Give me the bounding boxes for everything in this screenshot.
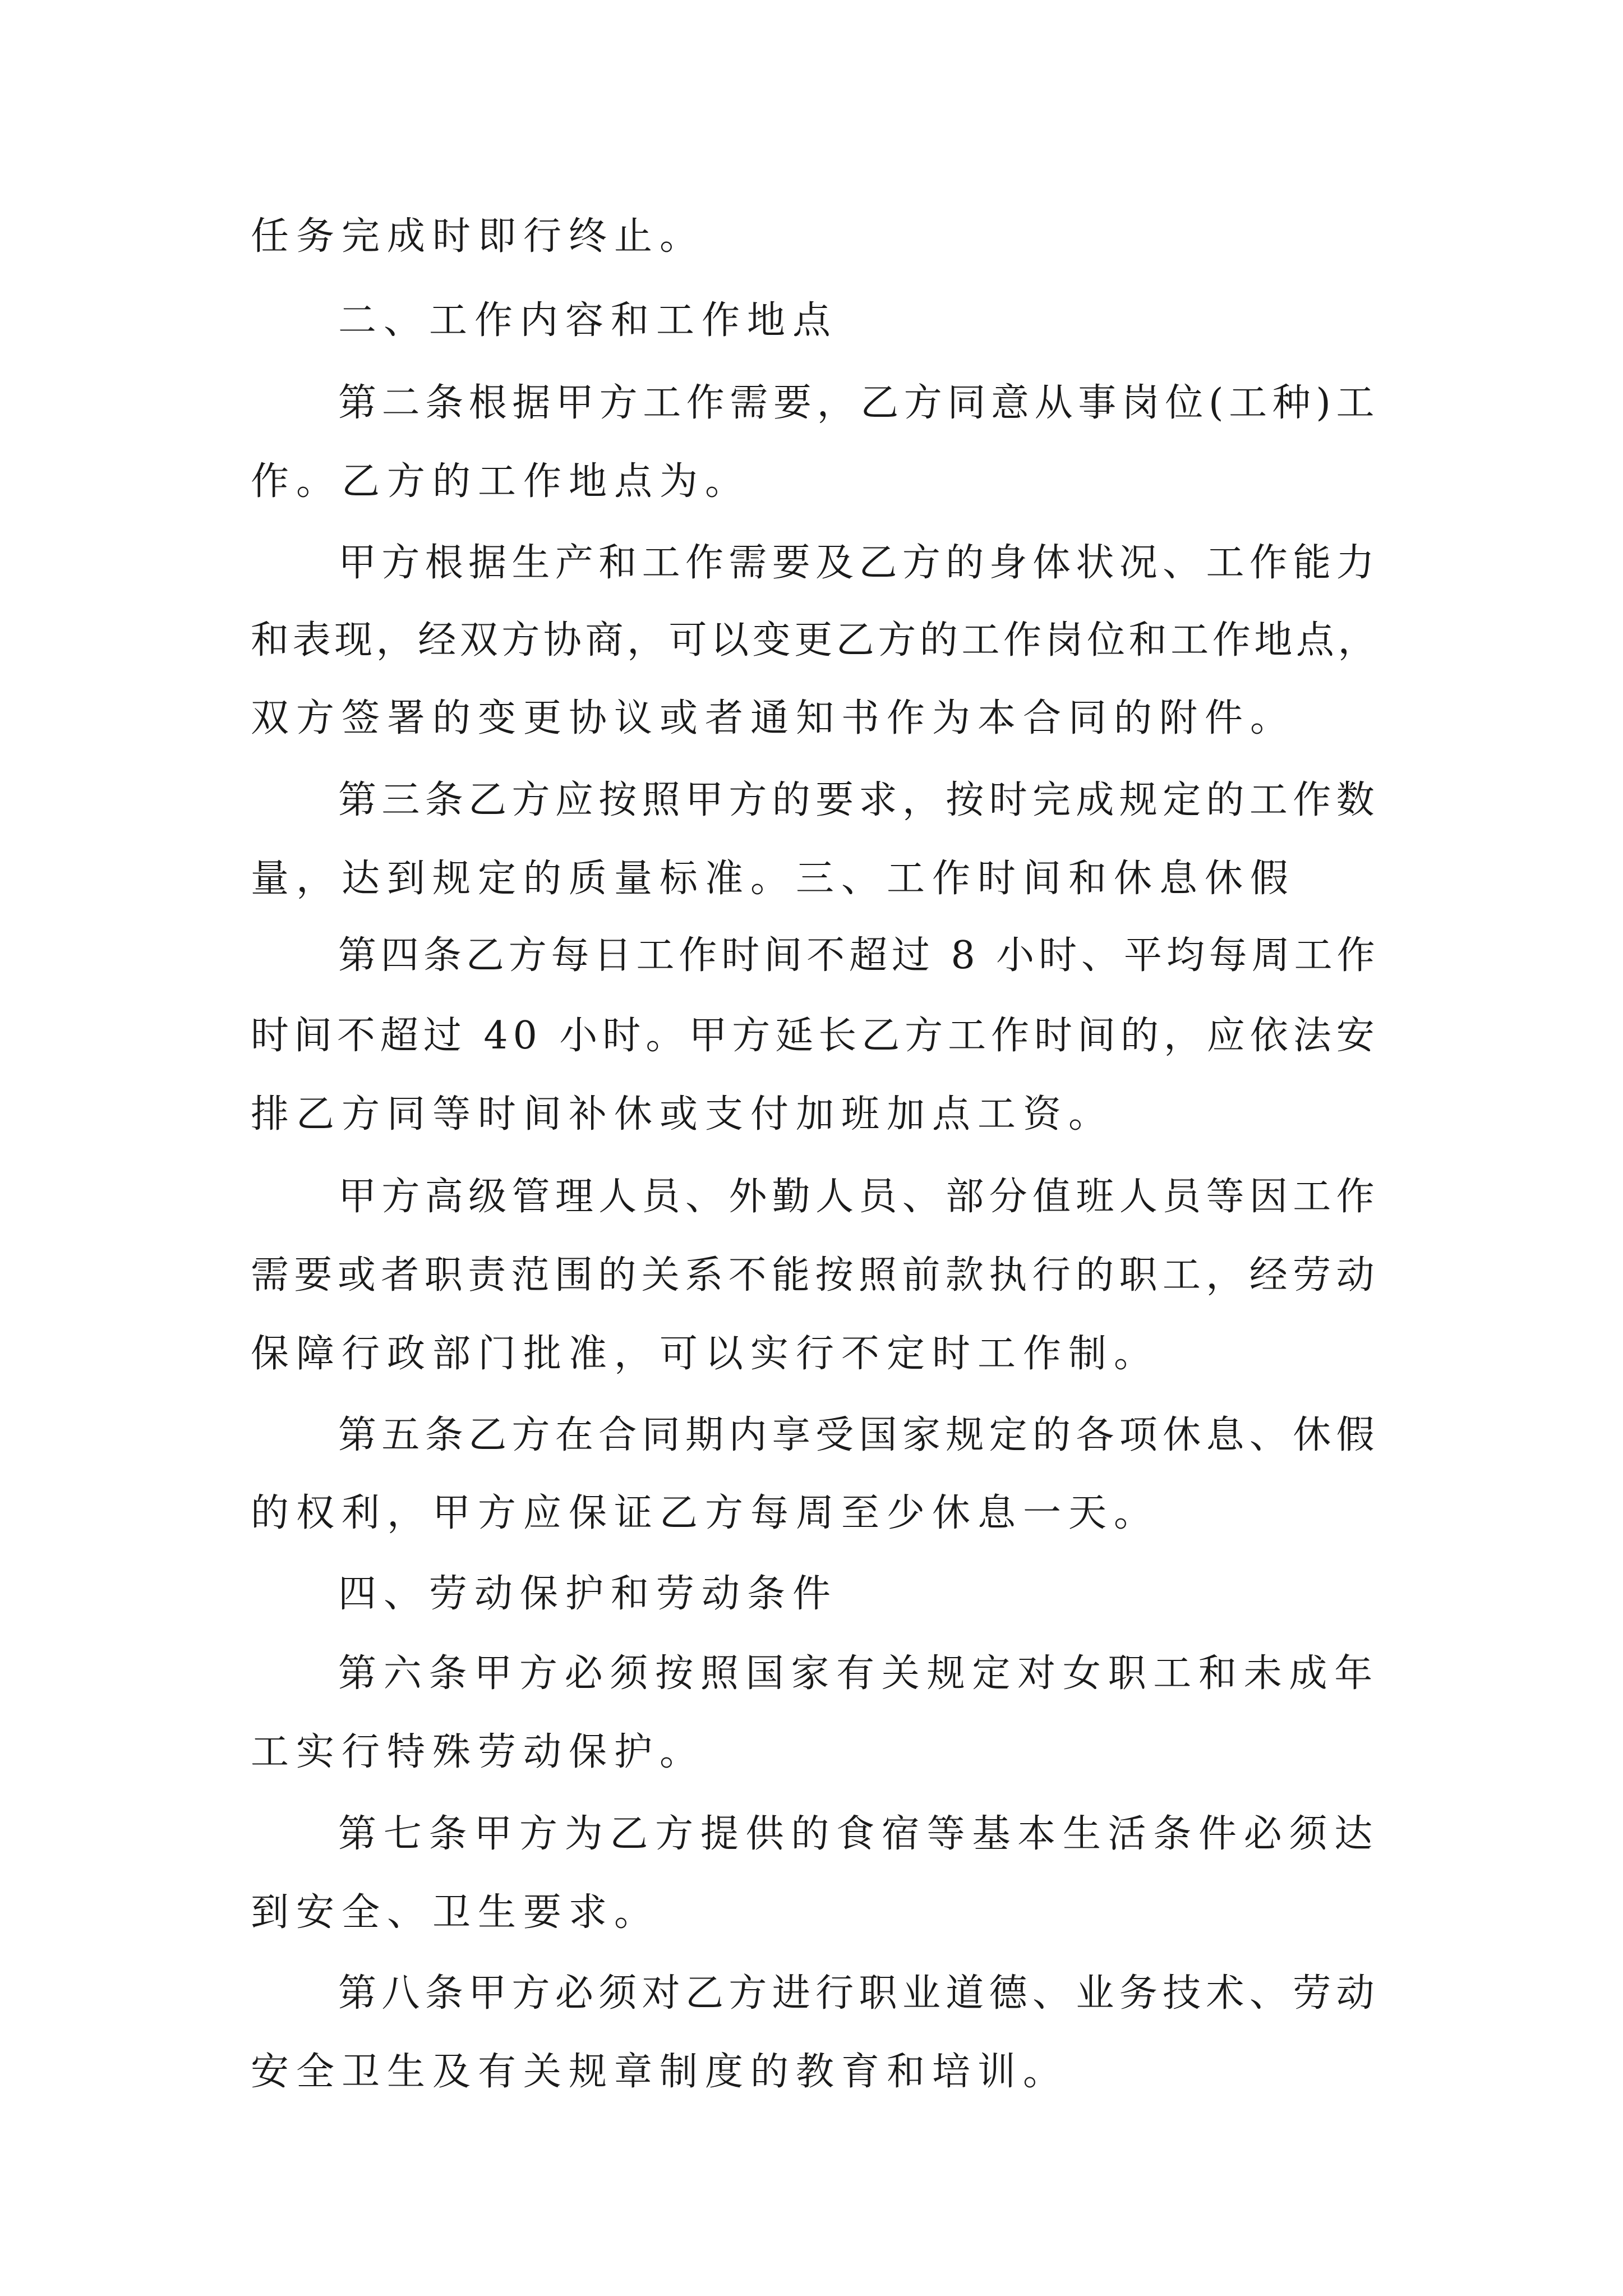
- text-line: 保障行政部门批准，可以实行不定时工作制。: [251, 1332, 1160, 1376]
- text-line: 第七条甲方为乙方提供的食宿等基本生活条件必须达: [338, 1812, 1380, 1856]
- text-line: 甲方高级管理人员、外勤人员、部分值班人员等因工作: [338, 1175, 1380, 1219]
- text-line: 第四条乙方每日工作时间不超过 8 小时、平均每周工作: [338, 933, 1380, 978]
- text-line: 作。乙方的工作地点为。: [251, 459, 751, 504]
- text-line: 甲方根据生产和工作需要及乙方的身体状况、工作能力: [338, 541, 1380, 585]
- text-line: 排乙方同等时间补休或支付加班加点工资。: [251, 1092, 1114, 1137]
- text-line: 的权利，甲方应保证乙方每周至少休息一天。: [251, 1491, 1160, 1535]
- section-heading: 二、工作内容和工作地点: [338, 298, 838, 343]
- text-line: 第六条甲方必须按照国家有关规定对女职工和未成年: [338, 1651, 1380, 1696]
- text-line: 第八条甲方必须对乙方进行职业道德、业务技术、劳动: [338, 1971, 1380, 2016]
- text-line: 时间不超过 40 小时。甲方延长乙方工作时间的，应依法安: [251, 1014, 1380, 1058]
- text-line: 双方签署的变更协议或者通知书作为本合同的附件。: [251, 696, 1296, 740]
- text-line: 任务完成时即行终止。: [251, 214, 706, 259]
- section-heading: 四、劳动保护和劳动条件: [338, 1572, 838, 1616]
- text-line: 到安全、卫生要求。: [251, 1890, 660, 1935]
- text-line: 工实行特殊劳动保护。: [251, 1730, 706, 1774]
- text-line: 量，达到规定的质量标准。三、工作时间和休息休假: [251, 857, 1296, 901]
- text-line: 第五条乙方在合同期内享受国家规定的各项休息、休假: [338, 1413, 1380, 1457]
- text-line: 和表现，经双方协商，可以变更乙方的工作岗位和工作地点，: [251, 618, 1380, 662]
- text-line: 第三条乙方应按照甲方的要求，按时完成规定的工作数: [338, 778, 1380, 822]
- text-line: 需要或者职责范围的关系不能按照前款执行的职工，经劳动: [251, 1253, 1380, 1297]
- text-line: 第二条根据甲方工作需要，乙方同意从事岗位(工种)工: [338, 381, 1380, 425]
- text-line: 安全卫生及有关规章制度的教育和培训。: [251, 2050, 1069, 2094]
